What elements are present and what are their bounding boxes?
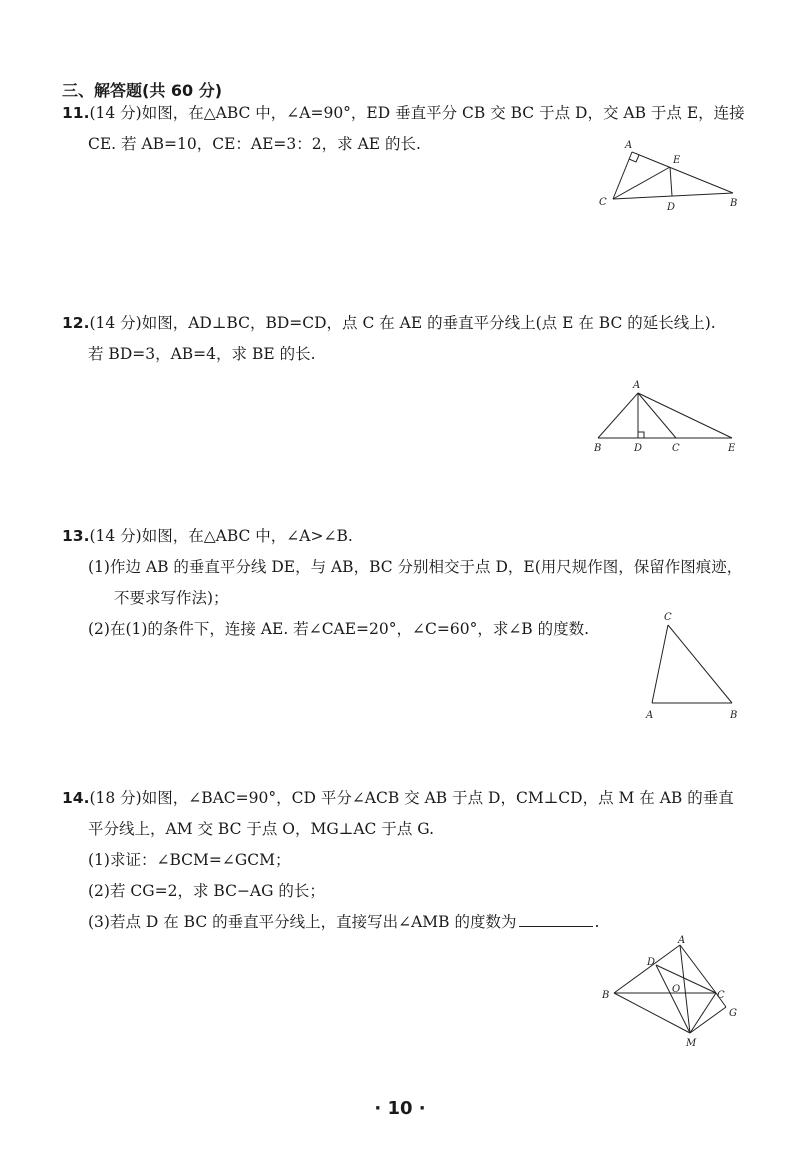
segment-AB <box>598 393 638 438</box>
segment-CM <box>690 993 716 1033</box>
label-B: B <box>602 990 610 1001</box>
segment-DM <box>656 965 690 1033</box>
label-M: M <box>686 1038 697 1049</box>
segment-CA <box>652 625 668 703</box>
problem-text: 若 BD=3，AB=4，求 BE 的长. <box>88 345 316 363</box>
problem-text: CE. 若 AB=10，CE：AE=3：2，求 AE 的长. <box>88 135 421 153</box>
segment-AB <box>614 945 680 993</box>
problem-text: (14 分)如图，在△ABC 中，∠A=90°，ED 垂直平分 CB 交 BC 于点 D，交 AB 于点 E，连接 <box>89 104 745 122</box>
segment-BM <box>614 993 690 1033</box>
problem-text: (3)若点 D 在 BC 的垂直平分线上，直接写出∠AMB 的度数为 <box>88 913 517 931</box>
label-C: C <box>664 612 672 623</box>
label-C: C <box>599 197 607 208</box>
figure-problem-13 <box>640 608 750 723</box>
page-number: · 10 · <box>374 1098 426 1119</box>
segment-CB <box>668 625 732 703</box>
label-O: O <box>672 984 681 995</box>
problem-number: 12. <box>62 314 90 332</box>
segment-ED <box>670 167 672 196</box>
label-A: A <box>646 710 654 721</box>
label-A: A <box>625 140 633 151</box>
segment-CB <box>613 193 733 199</box>
label-C: C <box>717 990 725 1001</box>
problem-text: (18 分)如图，∠BAC=90°，CD 平分∠ACB 交 AB 于点 D，CM⊥CD，点 M 在 AB 的垂直 <box>89 789 734 807</box>
figure-problem-11 <box>595 135 745 215</box>
segment-AB <box>632 152 733 193</box>
label-E: E <box>673 155 681 166</box>
segment-AC <box>680 945 716 993</box>
label-C: C <box>672 443 680 454</box>
label-D: D <box>634 443 643 454</box>
segment-CE <box>613 167 670 199</box>
answer-blank[interactable] <box>519 912 593 927</box>
problem-number: 14. <box>62 789 90 807</box>
problem-text: 不要求写作法)； <box>114 589 229 607</box>
label-B: B <box>730 198 738 209</box>
label-A: A <box>678 935 686 946</box>
segment-MG <box>690 1007 726 1033</box>
label-B: B <box>594 443 602 454</box>
problem-text: (1)求证：∠BCM=∠GCM； <box>88 851 291 869</box>
problem-text: (14 分)如图，AD⊥BC，BD=CD，点 C 在 AE 的垂直平分线上(点 E 在 BC 的延长线上). <box>89 314 716 332</box>
segment-AE <box>638 393 732 438</box>
figure-problem-14 <box>600 935 745 1050</box>
problem-text: . <box>594 913 600 931</box>
label-B: B <box>730 710 738 721</box>
segment-AC <box>638 393 676 438</box>
problem-number: 13. <box>62 527 90 545</box>
problem-12 <box>62 308 752 370</box>
label-D: D <box>667 202 676 213</box>
figure-problem-12 <box>590 375 745 455</box>
section-title: 三、解答题(共 60 分) <box>62 81 223 100</box>
label-G: G <box>729 1008 737 1019</box>
problem-text: (2)在(1)的条件下，连接 AE. 若∠CAE=20°，∠C=60°，求∠B 的度数. <box>88 620 590 638</box>
problem-text: (14 分)如图，在△ABC 中，∠A>∠B. <box>89 527 353 545</box>
problem-text: 平分线上，AM 交 BC 于点 O，MG⊥AC 于点 G. <box>88 820 435 838</box>
label-A: A <box>633 380 641 391</box>
label-E: E <box>728 443 736 454</box>
problem-text: (2)若 CG=2，求 BC−AG 的长； <box>88 882 325 900</box>
right-angle-mark <box>638 432 644 438</box>
segment-AM <box>680 945 690 1033</box>
problem-text: (1)作边 AB 的垂直平分线 DE，与 AB，BC 分别相交于点 D，E(用尺规作图，保留作图痕迹， <box>88 558 743 576</box>
label-D: D <box>647 957 656 968</box>
problem-number: 11. <box>62 104 90 122</box>
segment-DC <box>656 965 716 993</box>
problem-14 <box>62 783 752 938</box>
